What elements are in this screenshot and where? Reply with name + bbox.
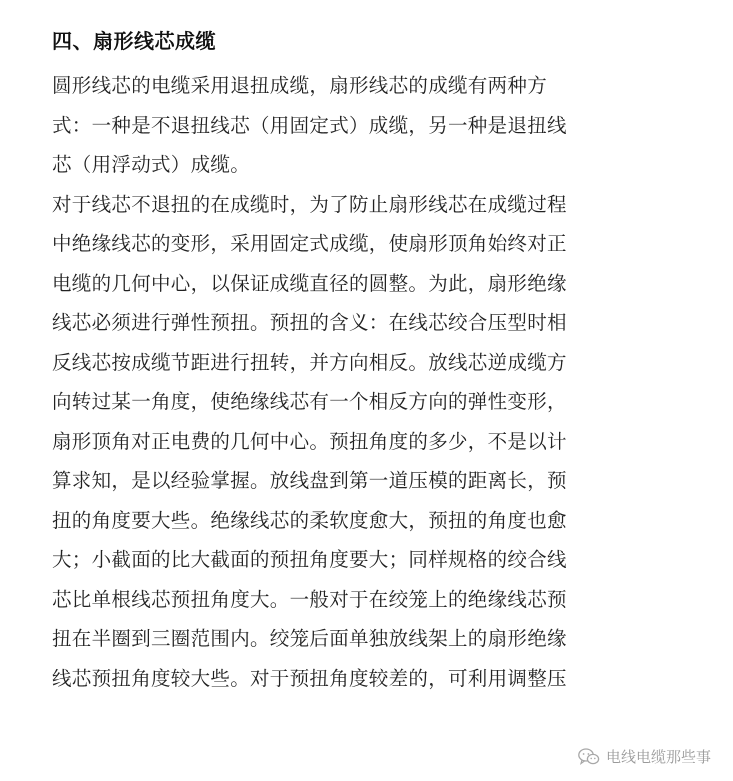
- body-text: [52, 66, 622, 698]
- wechat-icon: [578, 748, 600, 766]
- text-line: 算求知，是以经验掌握。放线盘到第一道压模的距离长，预: [52, 469, 567, 492]
- text-line: 中绝缘线芯的变形，采用固定式成缆，使扇形顶角始终对正: [52, 232, 567, 255]
- text-line: 芯（用浮动式）成缆。: [52, 153, 251, 176]
- text-line: 线芯预扭角度较大些。对于预扭角度较差的，可利用调整压: [52, 666, 567, 690]
- text-line: 电缆的几何中心，以保证成缆直径的圆整。为此，扇形绝缘: [52, 271, 567, 295]
- text-line: 对于线芯不退扭的在成缆时，为了防止扇形线芯在成缆过程: [52, 192, 567, 216]
- text-line: 扭的角度要大些。绝缘线芯的柔软度愈大，预扭的角度也愈: [52, 508, 567, 532]
- text-line: 线芯必须进行弹性预扭。预扭的含义：在线芯绞合压型时相: [52, 311, 567, 334]
- watermark: [578, 746, 711, 767]
- text-line: 扇形顶角对正电费的几何中心。预扭角度的多少，不是以计: [52, 429, 567, 453]
- text-line: 大；小截面的比大截面的预扭角度要大；同样规格的绞合线: [52, 548, 567, 571]
- watermark-text: 电线电缆那些事: [605, 748, 711, 766]
- text-line: 扭在半圈到三圈范围内。绞笼后面单独放线架上的扇形绝缘: [52, 627, 567, 650]
- text-line: 式：一种是不退扭线芯（用固定式）成缆，另一种是退扭线: [52, 113, 567, 137]
- text-line: 圆形线芯的电缆采用退扭成缆，扇形线芯的成缆有两种方: [52, 74, 548, 97]
- text-line: 反线芯按成缆节距进行扭转，并方向相反。放线芯逆成缆方: [52, 350, 567, 374]
- section-heading: 四、扇形线芯成缆: [52, 29, 216, 53]
- text-line: 芯比单根线芯预扭角度大。一般对于在绞笼上的绝缘线芯预: [52, 587, 567, 611]
- text-line: 向转过某一角度，使绝缘线芯有一个相反方向的弹性变形，: [52, 390, 567, 413]
